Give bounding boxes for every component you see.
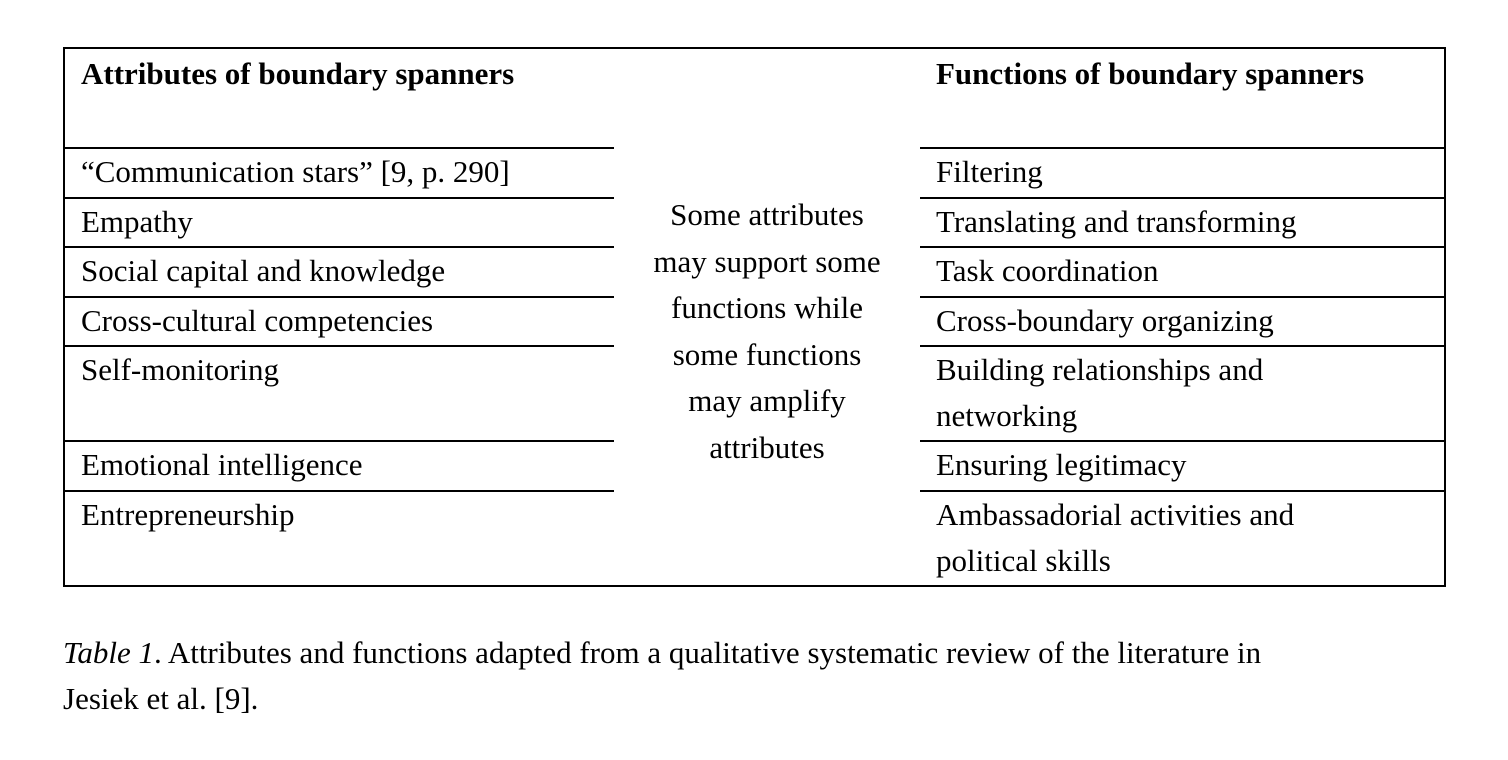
- attribute-row: “Communication stars” [9, p. 290]: [65, 149, 614, 199]
- function-row-text: Building relationships and: [936, 352, 1264, 387]
- function-row: [920, 298, 1446, 347]
- function-row: [920, 149, 1446, 199]
- function-row-text: Translating and transforming: [936, 204, 1297, 239]
- function-row: [920, 248, 1446, 298]
- attributes-functions-table: [63, 47, 1446, 587]
- attributes-header: Attributes of boundary spanners: [65, 49, 614, 149]
- attribute-row: Self-monitoring: [65, 347, 614, 442]
- function-row-text: Ambassadorial activities and: [936, 497, 1295, 532]
- attribute-row: Emotional intelligence: [65, 442, 614, 492]
- relationship-note-line: Some attributes: [670, 197, 864, 232]
- function-row-text: Ensuring legitimacy: [936, 447, 1187, 482]
- function-row-text: political skills: [936, 543, 1111, 578]
- function-row-text: networking: [936, 398, 1078, 433]
- function-row-text: Task coordination: [936, 253, 1159, 288]
- relationship-note-line: functions while: [671, 290, 863, 325]
- function-row: [920, 492, 1446, 585]
- relationship-note: [614, 192, 920, 471]
- attribute-row: Cross-cultural competencies: [65, 298, 614, 347]
- table-caption: [63, 630, 1463, 722]
- caption-text-line2: Jesiek et al. [9].: [63, 681, 259, 716]
- caption-label: Table 1: [63, 635, 155, 670]
- function-row-text: Filtering: [936, 154, 1043, 189]
- relationship-note-line: may support some: [653, 243, 881, 279]
- relationship-note-line: attributes: [709, 429, 825, 465]
- caption-text-line1: . Attributes and functions adapted from a qualitative systematic review of the literature in: [154, 635, 1262, 670]
- relationship-note-line: may amplify: [688, 383, 846, 418]
- attribute-row: Empathy: [65, 199, 614, 248]
- relationship-column: [614, 49, 920, 585]
- function-row: [920, 199, 1446, 248]
- functions-header: Functions of boundary spanners: [920, 49, 1446, 149]
- attribute-row: Entrepreneurship: [81, 497, 295, 532]
- attribute-row: Social capital and knowledge: [65, 248, 614, 298]
- function-row-text: Cross-boundary organizing: [936, 303, 1274, 338]
- function-row: [920, 347, 1446, 442]
- relationship-note-line: some functions: [672, 336, 862, 372]
- function-row: [920, 442, 1446, 492]
